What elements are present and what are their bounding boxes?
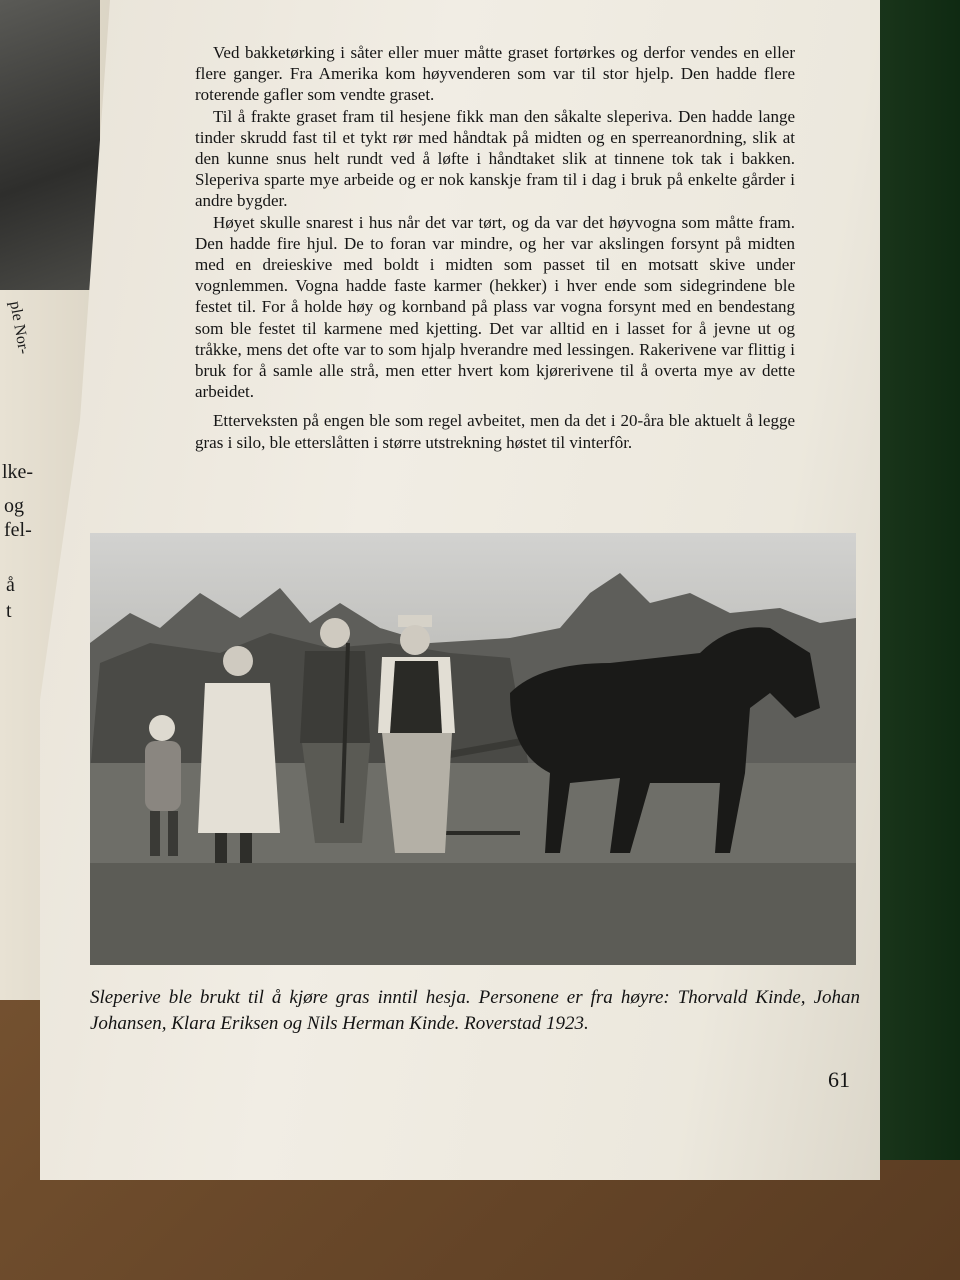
left-page-text: fel- <box>4 519 32 541</box>
left-page-text: t <box>6 600 12 622</box>
page-number: 61 <box>828 1067 850 1092</box>
left-page-text: lke- <box>2 461 34 483</box>
man-vest <box>390 661 442 733</box>
left-page-text: å <box>6 574 15 596</box>
child-body <box>145 741 181 811</box>
paragraph: Til å frakte graset fram til hesjene fikk man den såkalte sleperiva. Den hadde lange tinder skrudd fast til et tykt rør med håndtak på midten og en sperreanordning, slik at den kunne snus helt rundt ved å løfte i håndtaket slik at tinnene tok tak i bakken. Sleperiva sparte mye arbeide og er nok kanskje fram til i dag i bruk på enkelte gårder i andre bygder. <box>195 106 795 211</box>
child-head <box>149 715 175 741</box>
man-head <box>400 625 430 655</box>
photo-caption: Sleperive ble brukt til å kjøre gras inntil hesja. Personene er fra høyre: Thorvald Kinde, Johan Johansen, Klara Eriksen og Nils Herman Kinde. Roverstad 1923. <box>90 987 860 1034</box>
man-vest <box>300 651 370 743</box>
man-head <box>320 618 350 648</box>
paragraph: Ved bakketørking i såter eller muer måtte graset fortørkes og derfor vendes en eller flere ganger. Fra Amerika kom høyvenderen som var til stor hjelp. Den hadde flere roterende gafler som vendte graset. <box>195 43 795 105</box>
woman-head <box>223 646 253 676</box>
field-foreground <box>90 863 856 965</box>
paragraph: Etterveksten på engen ble som regel avbeitet, men da det i 20-åra ble aktuelt å legge gras i silo, ble etterslåtten i større utstrekning høstet til vinterfôr. <box>195 411 795 452</box>
left-page-text: og <box>4 495 24 517</box>
woman-leg <box>215 833 227 863</box>
woman-dress <box>198 683 280 833</box>
left-page-photo <box>0 0 100 290</box>
historical-photo <box>90 533 856 965</box>
photo-illustration <box>90 533 856 965</box>
woman-leg <box>240 833 252 863</box>
child-leg <box>150 811 160 856</box>
body-text <box>195 42 795 453</box>
left-page-text: ple Nor- <box>6 299 33 356</box>
child-leg <box>168 811 178 856</box>
paragraph: Høyet skulle snarest i hus når det var tørt, og da var det høyvogna som måtte fram. Den hadde fire hjul. De to foran var mindre, og her var akslingen forsynt på midten med en dreieskive med boldt i midten som passet til en motsatt skive under vognlemmen. Vogna hadde faste karmer (hekker) i hver ende som sidegrindene ble festet til. For å holde høy og kornband på plass var vogna forsynt med en bendestang som ble festet til karmene med kjetting. Det var alltid en i lasset for å jevne ut og tråkke, mens det ofte var to som hjalp hverandre med lessingen. Rakerivene var flittig i bruk for å samle alle strå, men etter hvert kom kjørerivene til å overta mye av dette arbeidet. <box>195 212 795 402</box>
